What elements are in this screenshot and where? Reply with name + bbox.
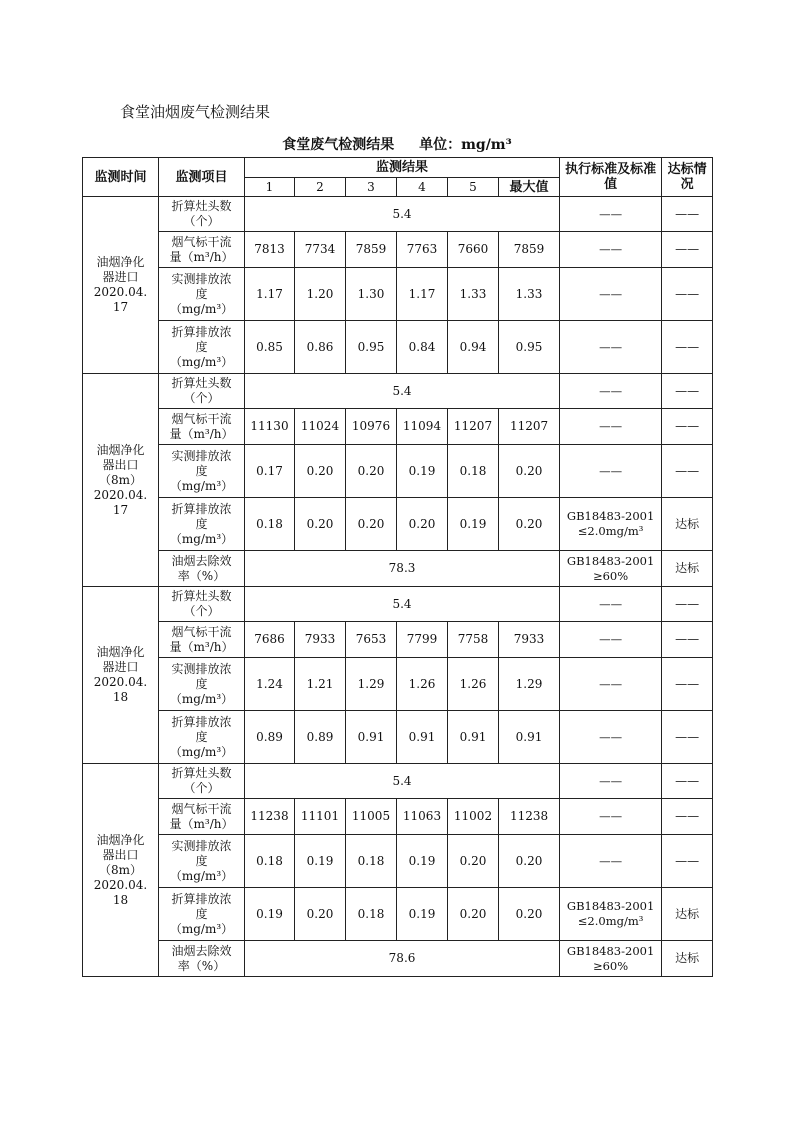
value-cell: 7686	[245, 622, 295, 658]
compliance-cell: ——	[662, 587, 713, 622]
value-cell: 0.89	[245, 711, 295, 764]
table-row	[83, 409, 713, 445]
cell-line: 量（m³/h）	[169, 639, 234, 654]
cell-line: 实测排放浓	[171, 448, 232, 463]
monitoring-item-cell	[159, 587, 245, 622]
cell-line: ≤2.0mg/m³	[577, 524, 644, 538]
cell-line: （mg/m³）	[169, 478, 234, 493]
value-cell: 11024	[295, 409, 346, 445]
max-value-cell: 0.95	[499, 321, 560, 374]
monitoring-time-cell	[83, 587, 159, 764]
value-cell: 0.91	[397, 711, 448, 764]
table-row	[83, 888, 713, 941]
table-row	[83, 764, 713, 799]
value-cell: 0.20	[346, 445, 397, 498]
max-value-cell: 11238	[499, 799, 560, 835]
cell-line: 2020.04.	[93, 675, 148, 689]
header-col-max: 最大值	[499, 178, 560, 197]
monitoring-item-cell	[159, 658, 245, 711]
standard-cell	[560, 498, 662, 551]
cell-line: GB18483-2001	[566, 553, 655, 568]
header-standard: 执行标准及标准值	[560, 158, 662, 197]
value-cell: 7734	[295, 232, 346, 268]
value-cell: 7859	[346, 232, 397, 268]
cell-line: （mg/m³）	[169, 744, 234, 759]
cell-line: 烟气标干流	[171, 411, 232, 426]
cell-line: ≥60%	[592, 958, 629, 973]
cell-line: 油烟净化	[96, 442, 145, 457]
compliance-cell: ——	[662, 232, 713, 268]
cell-line: ——	[599, 463, 623, 478]
cell-line: ——	[599, 383, 623, 398]
value-cell: 0.20	[295, 445, 346, 498]
max-value-cell: 0.20	[499, 835, 560, 888]
standard-cell	[560, 835, 662, 888]
value-cell: 1.20	[295, 268, 346, 321]
value-cell: 0.20	[295, 888, 346, 941]
value-cell: 0.17	[245, 445, 295, 498]
cell-line: 器出口	[102, 457, 139, 472]
merged-value-cell: 5.4	[245, 197, 560, 232]
monitoring-item-cell	[159, 711, 245, 764]
max-value-cell: 0.20	[499, 498, 560, 551]
table-row	[83, 321, 713, 374]
max-value-cell: 1.29	[499, 658, 560, 711]
standard-cell	[560, 409, 662, 445]
cell-line: GB18483-2001	[566, 899, 655, 913]
cell-line: 折算排放浓	[171, 714, 232, 729]
cell-line: 烟气标干流	[171, 801, 232, 816]
cell-line: 度	[195, 339, 208, 354]
merged-value-cell: 5.4	[245, 587, 560, 622]
value-cell: 0.20	[295, 498, 346, 551]
cell-line: ≥60%	[592, 568, 629, 583]
table-row	[83, 232, 713, 268]
standard-cell	[560, 374, 662, 409]
merged-value-cell: 78.3	[245, 551, 560, 587]
cell-line: （个）	[183, 214, 220, 228]
value-cell: 0.86	[295, 321, 346, 374]
standard-cell	[560, 888, 662, 941]
table-row	[83, 711, 713, 764]
header-col-4: 4	[397, 178, 448, 197]
table-row	[83, 197, 713, 232]
cell-line: 2020.04.	[93, 877, 148, 892]
compliance-cell: ——	[662, 622, 713, 658]
cell-line: ——	[599, 419, 623, 433]
header-results: 监测结果	[245, 158, 560, 178]
cell-line: 度	[195, 286, 208, 301]
value-cell: 1.21	[295, 658, 346, 711]
standard-cell	[560, 445, 662, 498]
table-caption	[0, 134, 794, 154]
value-cell: 7653	[346, 622, 397, 658]
compliance-cell: 达标	[662, 498, 713, 551]
compliance-cell: ——	[662, 445, 713, 498]
value-cell: 0.19	[397, 888, 448, 941]
cell-line: 实测排放浓	[171, 661, 232, 676]
merged-value-cell: 5.4	[245, 374, 560, 409]
value-cell: 1.29	[346, 658, 397, 711]
cell-line: 烟气标干流	[171, 234, 232, 249]
value-cell: 0.20	[346, 498, 397, 551]
cell-line: （个）	[183, 391, 220, 405]
compliance-cell: ——	[662, 374, 713, 409]
monitoring-item-cell	[159, 409, 245, 445]
monitoring-item-cell	[159, 551, 245, 587]
max-value-cell: 0.91	[499, 711, 560, 764]
cell-line: 油烟净化	[96, 255, 145, 269]
compliance-cell: ——	[662, 197, 713, 232]
cell-line: 折算灶头数	[171, 589, 232, 603]
cell-line: 度	[195, 729, 208, 744]
cell-line: （mg/m³）	[169, 691, 234, 706]
standard-cell	[560, 587, 662, 622]
header-compliance: 达标情况	[662, 158, 713, 197]
standard-cell	[560, 268, 662, 321]
monitoring-item-cell	[159, 232, 245, 268]
cell-line: ——	[599, 853, 623, 868]
value-cell: 1.24	[245, 658, 295, 711]
value-cell: 0.20	[448, 888, 499, 941]
max-value-cell: 0.20	[499, 445, 560, 498]
header-item: 监测项目	[159, 158, 245, 197]
monitoring-item-cell	[159, 941, 245, 977]
cell-line: ——	[599, 773, 623, 788]
standard-cell	[560, 764, 662, 799]
cell-line: ——	[599, 809, 623, 823]
compliance-cell: ——	[662, 835, 713, 888]
cell-line: GB18483-2001	[566, 943, 655, 958]
max-value-cell: 11207	[499, 409, 560, 445]
standard-cell	[560, 197, 662, 232]
standard-cell	[560, 321, 662, 374]
cell-line: 17	[112, 300, 129, 314]
value-cell: 0.18	[245, 835, 295, 888]
value-cell: 7763	[397, 232, 448, 268]
monitoring-item-cell	[159, 835, 245, 888]
standard-cell	[560, 711, 662, 764]
cell-line: ——	[599, 596, 623, 611]
table-row	[83, 622, 713, 658]
compliance-cell: 达标	[662, 551, 713, 587]
cell-line: （mg/m³）	[169, 921, 234, 936]
cell-line: 度	[195, 516, 208, 531]
monitoring-item-cell	[159, 197, 245, 232]
cell-line: 度	[195, 853, 208, 868]
value-cell: 0.18	[346, 888, 397, 941]
cell-line: 2020.04.	[93, 487, 148, 502]
header-time: 监测时间	[83, 158, 159, 197]
value-cell: 0.19	[295, 835, 346, 888]
value-cell: 0.19	[397, 835, 448, 888]
cell-line: ——	[599, 242, 623, 256]
cell-line: 实测排放浓	[171, 271, 232, 286]
cell-line: 油烟净化	[96, 645, 145, 659]
standard-cell	[560, 658, 662, 711]
value-cell: 1.17	[245, 268, 295, 321]
cell-line: 器出口	[102, 847, 139, 862]
cell-line: ——	[599, 632, 623, 646]
value-cell: 7933	[295, 622, 346, 658]
value-cell: 7660	[448, 232, 499, 268]
value-cell: 1.30	[346, 268, 397, 321]
value-cell: 0.95	[346, 321, 397, 374]
monitoring-item-cell	[159, 374, 245, 409]
monitoring-item-cell	[159, 321, 245, 374]
cell-line: ——	[599, 206, 623, 221]
monitoring-time-cell	[83, 764, 159, 977]
value-cell: 0.20	[397, 498, 448, 551]
monitoring-item-cell	[159, 888, 245, 941]
cell-line: 器进口	[102, 660, 139, 674]
table-body	[83, 197, 713, 977]
value-cell: 11063	[397, 799, 448, 835]
monitoring-time-cell	[83, 197, 159, 374]
cell-line: 油烟去除效	[171, 943, 232, 958]
value-cell: 0.85	[245, 321, 295, 374]
value-cell: 11002	[448, 799, 499, 835]
value-cell: 11094	[397, 409, 448, 445]
cell-line: 油烟净化	[96, 832, 145, 847]
cell-line: 油烟去除效	[171, 553, 232, 568]
header-col-5: 5	[448, 178, 499, 197]
cell-line: 率（%）	[177, 568, 226, 583]
value-cell: 7758	[448, 622, 499, 658]
value-cell: 1.33	[448, 268, 499, 321]
cell-line: 17	[112, 502, 129, 517]
value-cell: 0.18	[346, 835, 397, 888]
table-header	[83, 158, 713, 197]
cell-line: 折算灶头数	[171, 766, 232, 780]
value-cell: 0.19	[397, 445, 448, 498]
standard-cell	[560, 941, 662, 977]
value-cell: 0.91	[346, 711, 397, 764]
cell-line: 量（m³/h）	[169, 249, 234, 264]
table-row	[83, 268, 713, 321]
cell-line: （8m）	[98, 862, 142, 877]
cell-line: ——	[599, 729, 623, 744]
table-row	[83, 551, 713, 587]
cell-line: 率（%）	[177, 958, 226, 973]
merged-value-cell: 5.4	[245, 764, 560, 799]
page-heading: 食堂油烟废气检测结果	[120, 103, 271, 121]
value-cell: 7813	[245, 232, 295, 268]
compliance-cell: ——	[662, 268, 713, 321]
value-cell: 0.84	[397, 321, 448, 374]
cell-line: （mg/m³）	[169, 531, 234, 546]
cell-line: 18	[112, 892, 129, 907]
standard-cell	[560, 551, 662, 587]
table-row	[83, 941, 713, 977]
value-cell: 0.94	[448, 321, 499, 374]
compliance-cell: 达标	[662, 888, 713, 941]
standard-cell	[560, 799, 662, 835]
cell-line: 量（m³/h）	[169, 426, 234, 441]
cell-line: 折算排放浓	[171, 891, 232, 906]
compliance-cell: ——	[662, 799, 713, 835]
header-col-3: 3	[346, 178, 397, 197]
table-unit: 单位：mg/m³	[419, 137, 512, 153]
cell-line: 度	[195, 463, 208, 478]
monitoring-item-cell	[159, 445, 245, 498]
cell-line: 器进口	[102, 270, 139, 284]
table-row	[83, 587, 713, 622]
results-table	[82, 157, 713, 977]
cell-line: 折算灶头数	[171, 199, 232, 213]
cell-line: （8m）	[98, 472, 142, 487]
table-row	[83, 835, 713, 888]
table-row	[83, 374, 713, 409]
value-cell: 11238	[245, 799, 295, 835]
value-cell: 10976	[346, 409, 397, 445]
cell-line: 烟气标干流	[171, 624, 232, 639]
compliance-cell: ——	[662, 764, 713, 799]
value-cell: 7799	[397, 622, 448, 658]
cell-line: ——	[599, 286, 623, 301]
value-cell: 11101	[295, 799, 346, 835]
cell-line: （个）	[183, 781, 220, 795]
cell-line: （mg/m³）	[169, 354, 234, 369]
table-row	[83, 498, 713, 551]
table-row	[83, 658, 713, 711]
cell-line: GB18483-2001	[566, 509, 655, 523]
monitoring-time-cell	[83, 374, 159, 587]
value-cell: 1.26	[448, 658, 499, 711]
cell-line: 实测排放浓	[171, 838, 232, 853]
table-row	[83, 445, 713, 498]
compliance-cell: ——	[662, 658, 713, 711]
cell-line: 2020.04.	[93, 285, 148, 299]
cell-line: 折算排放浓	[171, 501, 232, 516]
header-col-2: 2	[295, 178, 346, 197]
cell-line: （mg/m³）	[169, 301, 234, 316]
monitoring-item-cell	[159, 498, 245, 551]
value-cell: 1.26	[397, 658, 448, 711]
monitoring-item-cell	[159, 622, 245, 658]
value-cell: 0.19	[448, 498, 499, 551]
monitoring-item-cell	[159, 764, 245, 799]
max-value-cell: 7933	[499, 622, 560, 658]
value-cell: 0.20	[448, 835, 499, 888]
value-cell: 0.18	[245, 498, 295, 551]
standard-cell	[560, 622, 662, 658]
cell-line: ——	[599, 676, 623, 691]
cell-line: 折算排放浓	[171, 324, 232, 339]
value-cell: 11130	[245, 409, 295, 445]
cell-line: 度	[195, 906, 208, 921]
compliance-cell: 达标	[662, 941, 713, 977]
cell-line: （mg/m³）	[169, 868, 234, 883]
max-value-cell: 1.33	[499, 268, 560, 321]
table-title: 食堂废气检测结果	[282, 137, 395, 153]
cell-line: ——	[599, 339, 623, 354]
value-cell: 0.89	[295, 711, 346, 764]
monitoring-item-cell	[159, 268, 245, 321]
header-col-1: 1	[245, 178, 295, 197]
value-cell: 11005	[346, 799, 397, 835]
value-cell: 11207	[448, 409, 499, 445]
cell-line: 度	[195, 676, 208, 691]
compliance-cell: ——	[662, 409, 713, 445]
value-cell: 1.17	[397, 268, 448, 321]
cell-line: ≤2.0mg/m³	[577, 914, 644, 928]
cell-line: 量（m³/h）	[169, 816, 234, 831]
standard-cell	[560, 232, 662, 268]
cell-line: 18	[112, 690, 129, 704]
compliance-cell: ——	[662, 321, 713, 374]
compliance-cell: ——	[662, 711, 713, 764]
max-value-cell: 7859	[499, 232, 560, 268]
table-row	[83, 799, 713, 835]
monitoring-item-cell	[159, 799, 245, 835]
value-cell: 0.91	[448, 711, 499, 764]
value-cell: 0.18	[448, 445, 499, 498]
value-cell: 0.19	[245, 888, 295, 941]
merged-value-cell: 78.6	[245, 941, 560, 977]
cell-line: （个）	[183, 604, 220, 618]
cell-line: 折算灶头数	[171, 376, 232, 390]
max-value-cell: 0.20	[499, 888, 560, 941]
